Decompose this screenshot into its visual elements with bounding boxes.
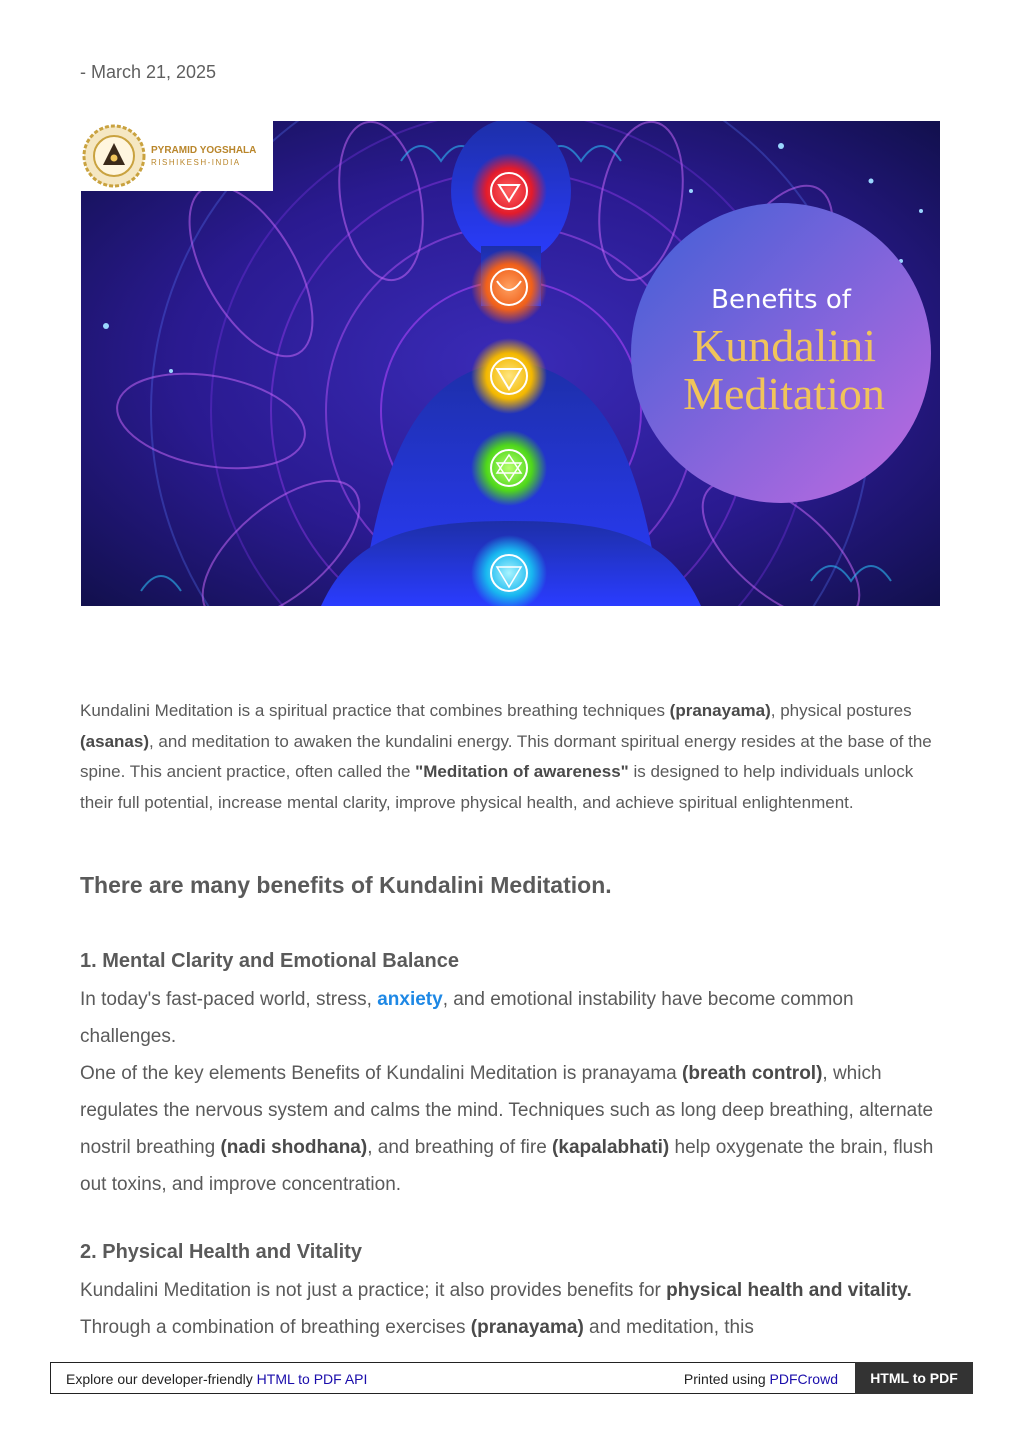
para-bold: (pranayama)	[470, 1317, 584, 1338]
para-text: , and emotional instability have become common challenges.	[80, 989, 854, 1047]
badge-line1: Benefits of	[711, 285, 851, 315]
para-text: help oxygenate the brain, flush out toxins, and improve concentration.	[80, 1137, 934, 1195]
footer-printed-text: Printed using	[683, 1371, 770, 1387]
para-text: , which regulates the nervous system and calms the mind. Techniques such as long deep breathing, alternate nostril breathing	[80, 1063, 934, 1158]
para-text: In today's fast-paced world, stress,	[80, 989, 378, 1010]
html-to-pdf-api-link[interactable]: HTML to PDF API	[256, 1371, 368, 1387]
badge-line2: Kundalini	[692, 320, 876, 371]
anxiety-link[interactable]: anxiety	[377, 989, 443, 1010]
para-bold: physical health and vitality.	[666, 1280, 912, 1301]
intro-text: , and meditation to awaken the kundalini energy. This dormant spiritual energy resides at the base of the spine. This ancient practice, often called the	[80, 731, 932, 781]
footer-explore-text: Explore our developer-friendly	[66, 1371, 257, 1387]
section-1-paragraph-2	[80, 1055, 946, 1203]
hero-image	[81, 121, 940, 606]
post-date: - March 21, 2025	[80, 62, 217, 82]
pyramid-yogshala-logo	[81, 121, 273, 191]
benefits-heading: There are many benefits of Kundalini Meditation.	[80, 872, 612, 898]
section-1-title: 1. Mental Clarity and Emotional Balance	[80, 950, 459, 972]
intro-paragraph	[80, 696, 946, 818]
pdfcrowd-link[interactable]: PDFCrowd	[769, 1371, 838, 1387]
intro-text: , physical postures	[770, 701, 912, 720]
logo-subtext: RISHIKESH-INDIA	[151, 158, 241, 167]
para-bold: (nadi shodhana)	[220, 1137, 368, 1158]
badge-line3: Meditation	[683, 368, 885, 419]
intro-bold: (pranayama)	[669, 701, 771, 720]
html-to-pdf-button[interactable]: HTML to PDF	[855, 1362, 973, 1394]
section-2-title: 2. Physical Health and Vitality	[80, 1241, 362, 1263]
section-2-paragraph	[80, 1272, 946, 1346]
para-text: , and breathing of fire	[367, 1137, 553, 1158]
pdfcrowd-footer	[50, 1362, 973, 1394]
logo-text: PYRAMID YOGSHALA	[151, 145, 257, 156]
footer-explore	[66, 1371, 367, 1387]
intro-text: is designed to help individuals unlock their full potential, increase mental clarity, improve physical health, and achieve spiritual enlightenment.	[80, 762, 914, 812]
para-bold: (breath control)	[682, 1063, 823, 1084]
intro-text: Kundalini Meditation is a spiritual practice that combines breathing techniques	[80, 701, 670, 720]
para-text: Through a combination of breathing exercises	[80, 1317, 471, 1338]
footer-printed	[684, 1371, 838, 1387]
para-text: One of the key elements Benefits of Kundalini Meditation is pranayama	[80, 1063, 683, 1084]
intro-bold: (asanas)	[80, 731, 149, 751]
para-text: Kundalini Meditation is not just a practice; it also provides benefits for	[80, 1280, 667, 1301]
para-bold: (kapalabhati)	[552, 1137, 670, 1158]
intro-bold: "Meditation of awareness"	[415, 762, 629, 781]
section-1-paragraph-1	[80, 981, 946, 1055]
para-text: and meditation, this	[583, 1317, 754, 1338]
